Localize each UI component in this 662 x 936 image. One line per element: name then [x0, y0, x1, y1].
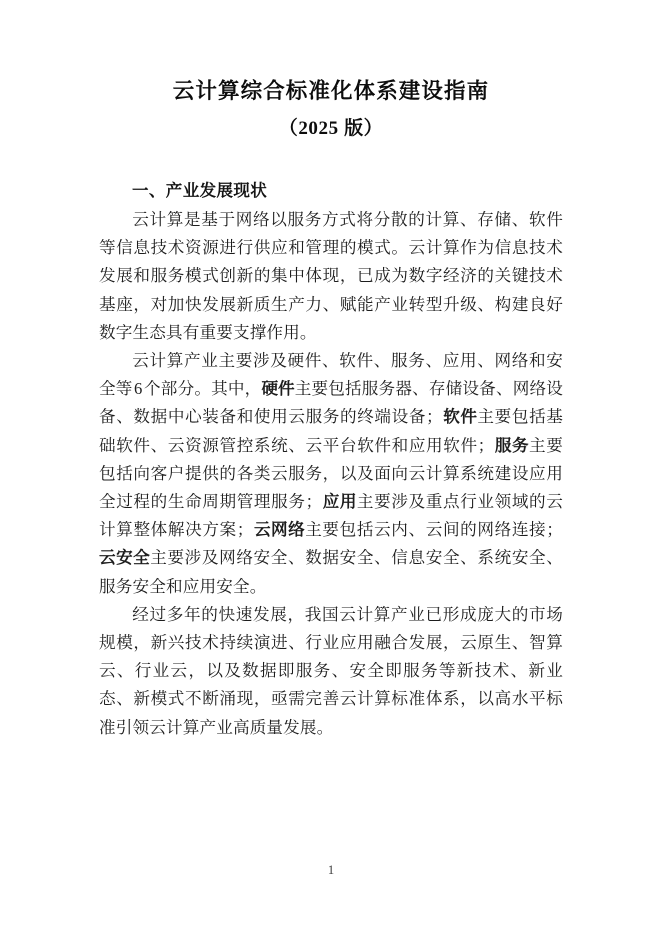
emphasised-term: 云网络: [253, 520, 306, 540]
paragraph-industry-segments: 云计算产业主要涉及硬件、软件、服务、应用、网络和安全等6个部分。其中，硬件主要包括服务器、存储设备、网络设备、数据中心装备和使用云服务的终端设备；软件主要包括基础软件、云资源管控系统、云平台软件和应用软件；服务主要包括向客户提供的各类云服务，以及面向云计算系统建设应用全过程的生命周期管理服务；应用主要涉及重点行业领域的云计算整体解决方案；云网络主要包括云内、云间的网络连接；云安全主要涉及网络安全、数据安全、信息安全、系统安全、服务安全和应用安全。: [99, 351, 564, 596]
page-title: 云计算综合标准化体系建设指南: [172, 79, 490, 103]
emphasised-term: 应用: [322, 492, 357, 512]
paragraph-cloud-computing-definition: 云计算是基于网络以服务方式将分散的计算、存储、软件等信息技术资源进行供应和管理的模式。云计算作为信息技术发展和服务模式创新的集中体现，已成为数字经济的关键技术基座，对加快发展新质生产力、赋能产业转型升级、构建良好数字生态具有重要支撑作用。: [99, 210, 563, 342]
emphasised-term: 硬件: [261, 379, 295, 399]
emphasised-term: 云安全: [99, 548, 151, 568]
section-heading-industry-status: 一、产业发展现状: [132, 182, 268, 200]
page-number: 1: [327, 863, 335, 877]
paragraph-development-outlook: 经过多年的快速发展，我国云计算产业已形成庞大的市场规模，新兴技术持续演进、行业应用融合发展，云原生、智算云、行业云，以及数据即服务、安全即服务等新技术、新业态、新模式不断涌现，亟需完善云计算标准体系，以高水平标准引领云计算产业高质量发展。: [99, 604, 563, 737]
page-content: [99, 0, 563, 742]
inline-number: 6: [134, 379, 143, 399]
emphasised-term: 服务: [494, 435, 530, 455]
emphasised-term: 软件: [442, 407, 478, 427]
document-version-subtitle: （2025 版）: [278, 118, 384, 139]
